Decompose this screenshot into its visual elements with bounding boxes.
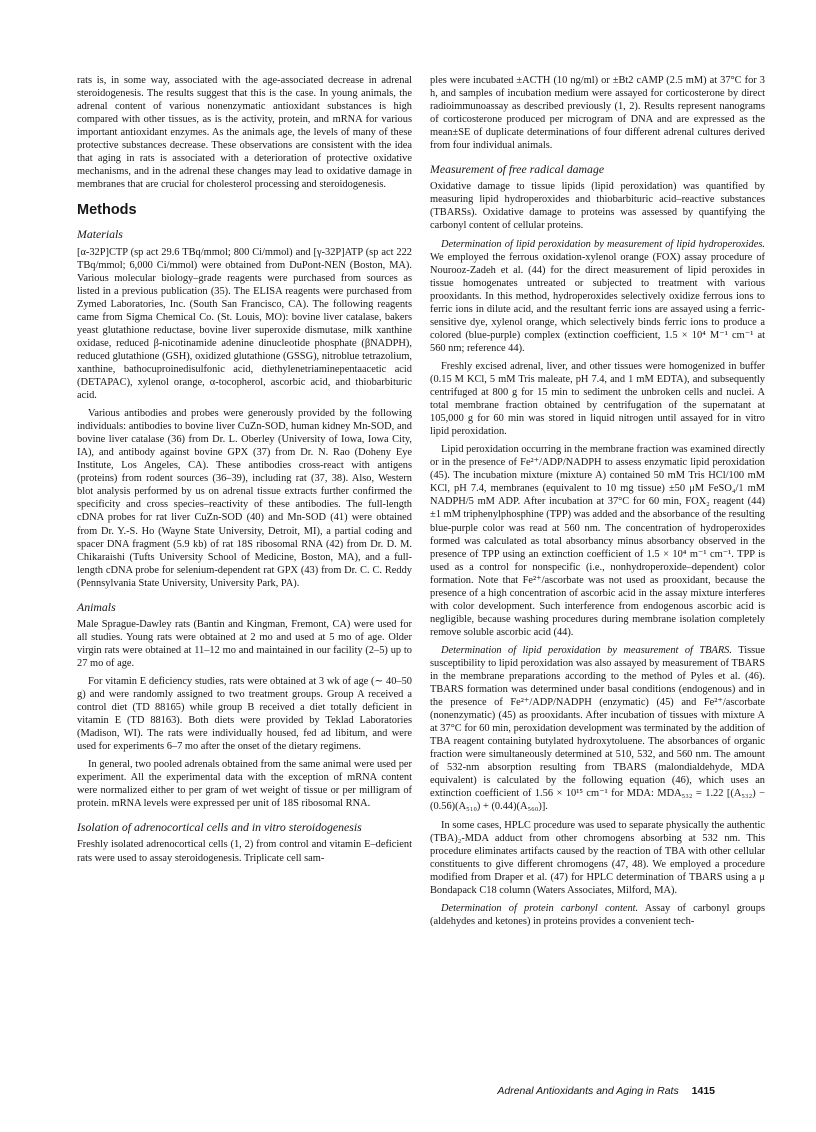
paragraph-carbonyl [430,902,765,928]
paragraph-general: In general, two pooled adrenals obtained from the same animal were used per experiment. All the experimental data with the exception of mRNA content were normalized either to per gram of wet weight of tissue or per milligram of protein. mRNA levels were expressed per unit of 18S ribosomal RNA. [77,759,412,810]
paragraph-excised: Freshly excised adrenal, liver, and other tissues were homogenized in buffer (0.15 M KCl, 5 mM Tris maleate, pH 7.4, and 1 mM EDTA), and subsequently centrifuged at 800 g for 15 min to sediment the unbroken cells and nuclei. A total membrane fraction obtained by centrifugation of the supernatant at 105,000 g for 60 min was stored in liquid nitrogen until assayed for in vitro lipid peroxidation. [430,360,765,438]
paragraph-hydroperoxides-text: We employed the ferrous oxidation-xylenol orange (FOX) assay procedure of Nourooz-Zadeh et al. (44) for the direct measurement of lipid peroxides in tissue homogenates untreated or subjected to treatment with various prooxidants. In this method, hydroperoxides selectively oxidize ferrous ions to ferric ions in dilute acid, and the resultant ferric ions are assayed using a ferric-sensitive dye, xylenol orange, which selectively binds ferric ions to produce a colored (blue-purple) complex (extinction coefficient, 1.5 × 10⁴ M⁻¹ cm⁻¹ at 560 nm; reference 44). [430,251,765,354]
page-footer [497,1085,715,1097]
run-in-heading-hydroperoxides: Determination of lipid peroxidation by measurement of lipid hydroperoxides. [441,238,765,250]
right-column [430,74,765,933]
run-in-heading-tbars: Determination of lipid peroxidation by measurement of TBARS. [441,644,732,656]
page-number: 1415 [691,1085,715,1097]
running-title: Adrenal Antioxidants and Aging in Rats [497,1085,679,1097]
subheading-animals: Animals [77,599,116,614]
run-in-heading-carbonyl: Determination of protein carbonyl content. [441,902,639,914]
left-column [77,74,412,870]
paragraph-tbars [430,644,765,814]
paragraph-carbonyl-text: Assay of carbonyl groups (aldehydes and ketones) in proteins provides a convenient tech- [430,902,765,927]
paragraph-hplc: In some cases, HPLC procedure was used to separate physically the authentic (TBA)₂-MDA adduct from other chromogens absorbing at 532 nm. This procedure eliminates artifacts caused by the reaction of TBA with other cellular constituents to give different chromogens (47, 48). We employed a procedure modified from Draper et al. (47) for HPLC determination of TBARS using a μ Bondapack C18 column (Waters Associates, Milford, MA). [430,819,765,896]
subheading-materials: Materials [77,227,123,242]
paragraph-isolation: Freshly isolated adrenocortical cells (1, 2) from control and vitamin E–deficient rats were used to assay steroidogenesis. Triplicate cell sam- [77,839,412,864]
paragraph-lipid: Lipid peroxidation occurring in the membrane fraction was examined directly or in the presence of Fe²⁺/ADP/NADPH to assess enzymatic lipid peroxidation (45). The incubation mixture (mixture A) contained 50 mM Tris HCl/100 mM KCl, pH 7.4, membranes (equivalent to 10 mg tissue) ±50 μM FeSO₄/1 mM NADPH/5 mM ADP. After incubation at 37°C for 60 min, FOX₂ reagent (44) ±1 mM triphenylphosphine (TPP) was added and the absorbance of the resulting blue-purple color was read at 560 nm. The concentration of hydroperoxides formed was calculated as total absorbancy minus absorbancy observed in the presence of TPP using an extinction coefficient of 1.5 × 10⁴ m⁻¹ cm⁻¹. TPP is used as a control for nonspecific (i.e., nonhydroperoxide–dependent) color formation. Note that Fe²⁺/ascorbate was not used as prooxidant, because the presence of a high concentration of ascorbic acid in the assay mixture interferes with color development. Such interference from endogenous ascorbic acid is negligible, because washing procedures during membrane isolation completely remove soluble ascorbic acid (44). [430,444,765,638]
paragraph-continued: ples were incubated ±ACTH (10 ng/ml) or ±Bt2 cAMP (2.5 mM) at 37°C for 3 h, and samples of incubation medium were assayed for corticosterone by direct radioimmunoassay as described previously (1, 2). Results represent nanograms of corticosterone produced per microgram of DNA and are expressed as the mean±SE of duplicate determinations of four different adrenal cultures derived from four individual animals. [430,75,765,152]
subheading-isolation: Isolation of adrenocortical cells and in vitro steroidogenesis [77,820,362,835]
paragraph-antibodies: Various antibodies and probes were generously provided by the following individuals: antibodies to bovine liver CuZn-SOD, human kidney Mn-SOD, and bovine liver catalase (36) from Dr. L. Oberley (University of Iowa, Iowa City, IA), and antibody against bovine GPX (37) from Dr. N. Rao (Doheny Eye Institute, Los Angeles, CA). These antibodies cross-react with antigens (proteins) from rodent sources (36–39), including rat (37, 38). Also, Western blot analysis performed by us on adrenal tissue extracts further confirmed the specificity and cross species–reactivity of these antibodies. The full-length cDNA probes for rat liver CuZn-SOD (40) and Mn-SOD (41) were obtained from Dr. Y.-S. Ho (Wayne State University, Detroit, MI), a partial coding and spacer DNA fragment (5.9 kb) of rat 18S ribosomal RNA (42) from Dr. D. M. Chikaraishi (Tufts University School of Medicine, Boston, MA), and a full-length cDNA probe for selenium-dependent rat GPX (43) from Dr. C. C. Reddy (Pennsylvania State University, University Park, PA). [77,408,412,589]
paragraph-intro: rats is, in some way, associated with the age-associated decrease in adrenal steroidogenesis. The results suggest that this is the case. In young animals, the adrenal content of various nonenzymatic antioxidant substances is high compared with other tissues, as is the activity, protein, and mRNA for various important antioxidant enzymes. As the animals age, the levels of many of these protective substances decrease. These observations are consistent with the idea that aging in rats is associated with a deterioration of protective oxidative mechanisms, and in the adrenal these changes may lead to oxidative damage in membranes that are crucial for cholesterol processing and steroidogenesis. [77,75,412,191]
paragraph-hydroperoxides [430,238,765,355]
paragraph-animals: Male Sprague-Dawley rats (Bantin and Kingman, Fremont, CA) were used for all studies. Young rats were obtained at 2 mo and used at 5 mo of age. Older virgin rats were obtained at 11–12 mo and maintained in our facility (2–5) up to 27 mo of age. [77,618,412,669]
paragraph-oxidative: Oxidative damage to tissue lipids (lipid peroxidation) was quantified by measuring lipid hydroperoxides and thiobarbituric acid–reactive substances (TBARSs). Oxidative damage to proteins was assessed by quantifying the carbonyl content of cellular proteins. [430,181,765,232]
paragraph-vitamin-e: For vitamin E deficiency studies, rats were obtained at 3 wk of age (∼ 40–50 g) and were randomly assigned to two treatment groups. Group A received a control diet (TD 88165) while group B received a diet totally deficient in vitamin E (TD 88163). Both diets were provided by Teklad Laboratories (Madison, WI). The rats were individually housed, fed ad libitum, and were used for experiments 6–7 mo after the onset of the dietary regimens. [77,675,412,753]
section-heading-methods: Methods [77,202,137,219]
paragraph-tbars-text: Tissue susceptibility to lipid peroxidation was also assayed by measurement of TBARS in the membrane preparations according to the method of Pyles et al. (46). TBARS formation was determined under basal conditions (endogenous) and in the presence of Fe²⁺/ADP/NADPH (enzymatic) (45) and Fe²⁺/ascorbate (nonenzymatic) (45) as prooxidants. After incubation of tissues with mixture A at 37°C for 60 min, peroxidation development was terminated by the addition of TBA reagent containing butylated hydroxytoluene. The absorbances of organic fraction were simultaneously determined at 510, 532, and 560 nm. The amount of 532-nm absorption resulting from TBARS (malondialdehyde, MDA equivalent) is calculated by the following equation (46), which uses an extinction coefficient of 1.56 × 10¹⁵ cm⁻¹ for MDA: MDA₅₃₂ = 1.22 [(A₅₃₂) − (0.56)(A₅₁₀) + (0.44)(A₅₆₀)]. [430,644,765,813]
paragraph-materials: [α-32P]CTP (sp act 29.6 TBq/mmol; 800 Ci/mmol) and [γ-32P]ATP (sp act 222 TBq/mmol; 6,000 Ci/mmol) were obtained from DuPont-NEN (Boston, MA). Various molecular biology–grade reagents were purchased from sources as listed in a previous publication (35). The ELISA reagents were purchased from Zymed Laboratories, Inc. (South San Francisco, CA). The following reagents came from Sigma Chemical Co. (St. Louis, MO): bovine liver catalase, bakers yeast glutathione reductase, bovine liver superoxide dismutase, milk xanthine oxidase, reduced β-nicotinamide adenine dinucleotide phosphate (βNADPH), reduced glutathione (GSH), oxidized glutathione (GSSG), nitroblue tetrazolium, xanthine, bathocuproinedisulfonic acid, diethylenetriaminepentaacetic acid (DETAPAC), xylenol orange, α-tocopherol, ascorbic acid, and thiobarbituric acid. [77,246,412,402]
subheading-measurement: Measurement of free radical damage [430,162,605,177]
